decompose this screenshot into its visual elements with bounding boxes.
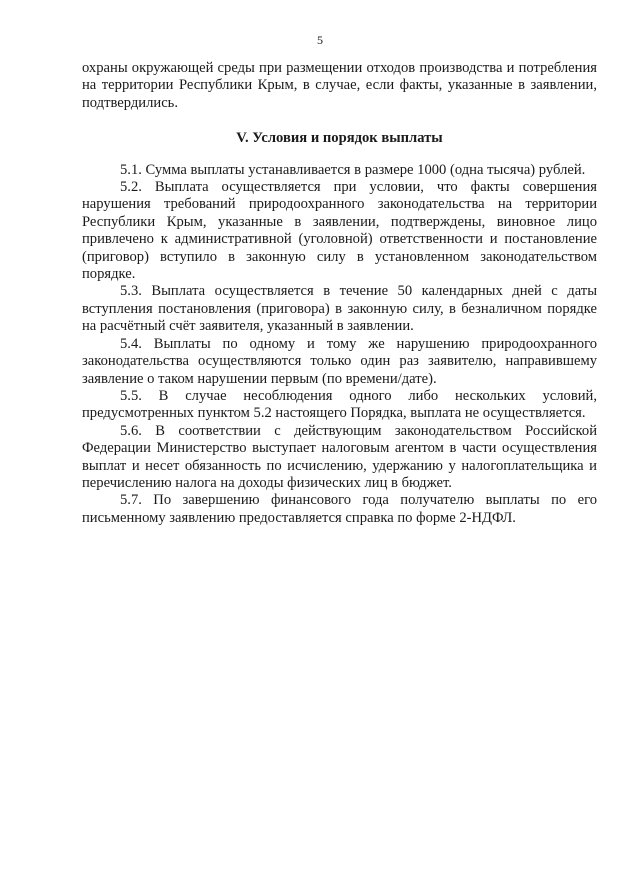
clause-5-3: 5.3. Выплата осуществляется в течение 50 календарных дней с даты вступления постановления (приговора) в законную силу, в безналичном порядке на расчётный счёт заявителя, указанный в заявлении. [82,283,597,335]
clause-5-7: 5.7. По завершению финансового года получателю выплаты по его письменному заявлению предоставляется справка по форме 2-НДФЛ. [82,492,597,526]
clause-5-1: 5.1. Сумма выплаты устанавливается в размере 1000 (одна тысяча) рублей. [120,161,586,178]
clause-5-5: 5.5. В случае несоблюдения одного либо нескольких условий, предусмотренных пунктом 5.2 настоящего Порядка, выплата не осуществляется. [82,387,597,422]
document-body [82,60,597,527]
clause-5-2: 5.2. Выплата осуществляется при условии, что факты совершения нарушения требований природоохранного законодательства на территории Республики Крым, указанные в заявлении, подтверждены, виновное лицо привлечено к административной (уголовной) ответственности и постановление (приговор) вступило в законную силу в установленном законодательством порядке. [82,179,597,283]
page-number: 5 [317,33,323,47]
intro-paragraph: охраны окружающей среды при размещении отходов производства и потребления на территории Республики Крым, в случае, если факты, указанные в заявлении, подтвердились. [82,60,597,111]
clause-5-4: 5.4. Выплаты по одному и тому же нарушению природоохранного законодательства осуществляются только один раз заявителю, направившему заявление о таком нарушении первым (по времени/дате). [82,335,597,387]
section-title: V. Условия и порядок выплаты [236,130,443,147]
clause-5-6: 5.6. В соответствии с действующим законодательством Российской Федерации Министерство выступает налоговым агентом в части осуществления выплат и несет обязанность по исчислению, удержанию у налогоплательщика и перечислению налога на доходы физических лиц в бюджет. [82,422,597,491]
